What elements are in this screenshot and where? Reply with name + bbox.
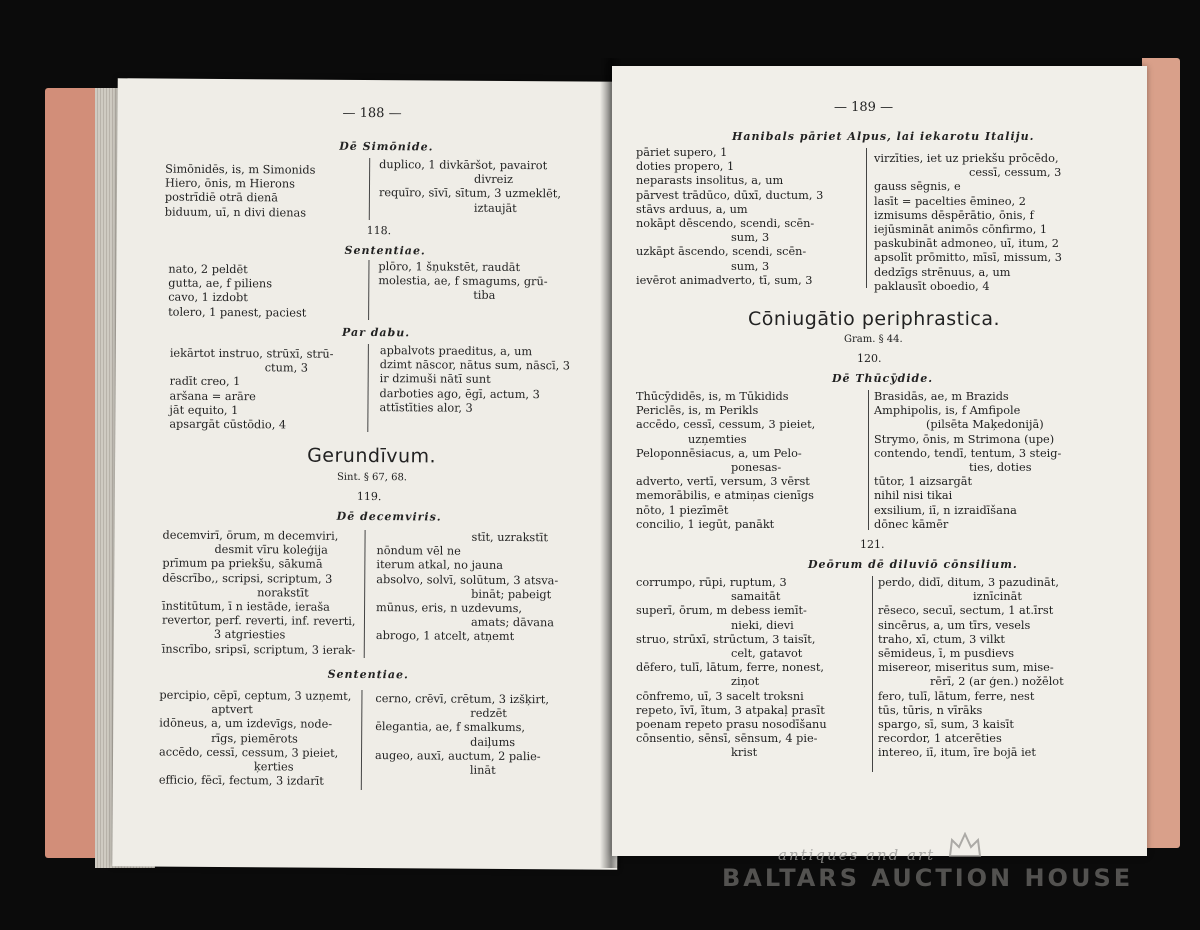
vocab-line: uzņemties: [688, 432, 747, 446]
vocab-line: 3 atgriesties: [213, 628, 286, 642]
vocab-line: biduum, uī, n divi dienas: [164, 205, 307, 220]
exercise-number: 120.: [857, 352, 882, 365]
vocab-column-left: [169, 347, 333, 433]
section-title: Par dabu.: [341, 325, 411, 340]
vocab-line: nokāpt dēscendo, scendi, scēn-: [636, 217, 815, 231]
vocab-line: dōnec kāmēr: [874, 517, 949, 531]
vocab-line: samaitāt: [731, 590, 781, 604]
vocab-line: ēlegantia, ae, f smalkums,: [375, 720, 526, 735]
vocab-line: abrogo, 1 atcelt, atņemt: [375, 629, 515, 644]
section-title: Dē Simōnide.: [339, 139, 434, 154]
vocab-line: krist: [731, 746, 758, 760]
vocab-line: rērī, 2 (ar ģen.) nožēlot: [930, 675, 1064, 689]
vocab-line: aptvert: [211, 703, 253, 717]
vocab-line: accēdo, cessī, cessum, 3 pieiet,: [159, 745, 339, 760]
vocab-line: Amphipolis, is, f Amfipole: [874, 404, 1021, 418]
vocab-line: exsilium, iī, n izraidīšana: [874, 503, 1017, 517]
vocab-line: molestia, ae, f smagums, grū-: [378, 274, 548, 289]
vocab-line: izmisums dēspērātio, ōnis, f: [874, 208, 1034, 222]
vocab-line: absolvo, solvī, solūtum, 3 atsva-: [376, 572, 559, 587]
vocab-line: rīgs, piemērots: [211, 731, 298, 746]
vocab-line: augeo, auxī, auctum, 2 palie-: [374, 748, 541, 764]
vocab-line: norakstīt: [257, 586, 309, 600]
vocab-column-left: [168, 263, 307, 321]
vocab-line: corrumpo, rūpi, ruptum, 3: [636, 576, 787, 589]
vocab-line: cōnsentio, sēnsī, sēnsum, 4 pie-: [636, 732, 818, 746]
vocab-line: recordor, 1 atcerēties: [878, 732, 1002, 746]
watermark-tagline: antiques and art: [778, 846, 936, 864]
vocab-line: Thūcȳdidēs, is, m Tūkidids: [636, 390, 789, 403]
vocab-line: poenam repeto prasu nosodīšanu: [636, 718, 827, 732]
vocab-line: plōro, 1 šņukstēt, raudāt: [378, 260, 521, 275]
page-number: — 189 —: [834, 100, 894, 115]
vocab-line: cōnfremo, uī, 3 sacelt troksni: [636, 689, 804, 703]
column-divider: [364, 530, 366, 658]
vocab-line: bināt; pabeigt: [471, 587, 552, 602]
vocab-line: tolero, 1 panest, paciest: [168, 305, 307, 320]
vocab-line: repeto, īvī, ītum, 3 atpakaļ prasīt: [636, 703, 825, 717]
vocab-line: ir dzimuši nātī sunt: [379, 372, 491, 387]
vocab-line: adverto, vertī, versum, 3 vērst: [636, 475, 810, 489]
vocab-line: pārvest trādūco, dūxī, ductum, 3: [636, 188, 824, 202]
vocab-line: nōndum vēl ne: [376, 544, 461, 558]
vocab-line: pāriet supero, 1: [636, 146, 728, 159]
vocab-column-right: [874, 390, 1061, 532]
vocab-line: attīstīties alor, 3: [379, 400, 473, 415]
column-divider: [369, 158, 370, 220]
vocab-line: rēseco, secuī, sectum, 1 at.īrst: [878, 604, 1054, 618]
vocab-line: struo, strūxī, strūctum, 3 taisīt,: [636, 632, 816, 646]
vocab-column-left: [636, 146, 823, 288]
vocab-line: radīt creo, 1: [169, 375, 241, 389]
vocab-line: accēdo, cessī, cessum, 3 pieiet,: [636, 418, 816, 432]
vocab-line: lasīt = pacelties ēmineo, 2: [874, 194, 1026, 208]
vocab-line: uzkāpt āscendo, scendi, scēn-: [636, 245, 807, 259]
vocab-line: gauss sēgnis, e: [874, 180, 961, 194]
vocab-line: Strymo, ōnis, m Strimona (upe): [874, 432, 1055, 446]
vocab-line: paskubināt admoneo, uī, itum, 2: [874, 237, 1059, 251]
vocab-line: revertor, perf. reverti, inf. reverti,: [161, 613, 356, 629]
vocab-line: jāt equito, 1: [169, 403, 239, 417]
vocab-line: celt, gatavot: [731, 647, 803, 661]
vocab-line: amats; dāvana: [470, 615, 555, 630]
watermark-brand: BALTARS AUCTION HOUSE: [722, 864, 1134, 892]
vocab-line: apbalvots praeditus, a, um: [379, 344, 533, 359]
exercise-number: 118.: [366, 223, 392, 238]
vocab-line: ponesas-: [731, 461, 782, 475]
vocab-line: cavo, 1 izdobt: [168, 291, 248, 305]
vocab-column-right: [878, 576, 1064, 761]
exercise-number: 119.: [356, 489, 382, 504]
vocab-line: decemvirī, ōrum, m decemviri,: [162, 528, 339, 543]
vocab-line: traho, xī, ctum, 3 vilkt: [878, 632, 1005, 646]
vocab-line: ctum, 3: [264, 361, 309, 375]
vocab-line: apsolīt prōmitto, mīsī, missum, 3: [874, 251, 1062, 265]
vocab-line: requīro, sīvī, sītum, 3 uzmeklēt,: [378, 186, 561, 201]
vocab-column-right: [379, 344, 570, 416]
section-title: Dē decemviris.: [336, 509, 442, 524]
exercise-number: 121.: [860, 538, 885, 551]
vocab-line: Brasidās, ae, m Brazids: [874, 390, 1009, 403]
vocab-line: ties, doties: [969, 461, 1032, 475]
vocab-line: Simōnidēs, is, m Simonids: [165, 162, 316, 177]
vocab-line: mūnus, eris, n uzdevums,: [376, 601, 523, 616]
vocab-line: nato, 2 peldēt: [168, 262, 248, 277]
vocab-line: tūs, tūris, n vīrāks: [878, 703, 983, 717]
section-heading: Gerundīvum.: [307, 444, 437, 468]
vocab-line: superī, ōrum, m debess iemīt-: [636, 604, 807, 618]
column-divider: [866, 148, 867, 288]
vocab-line: aršana = arāre: [169, 389, 256, 403]
vocab-line: nieki, dievi: [731, 618, 794, 632]
vocab-line: dēfero, tulī, lātum, ferre, nonest,: [636, 661, 824, 675]
vocab-column-left: [636, 390, 815, 532]
vocab-line: dedzīgs strēnuus, a, um: [874, 265, 1011, 279]
vocab-line: contendo, tendī, tentum, 3 steig-: [874, 446, 1062, 460]
vocab-line: Hiero, ōnis, m Hierons: [164, 176, 296, 191]
vocab-column-right: [376, 530, 559, 645]
book-cover-right: [1142, 58, 1180, 848]
vocab-line: efficio, fēcī, fectum, 3 izdarīt: [158, 773, 324, 788]
vocab-line: ķerties: [253, 760, 294, 774]
section-title: Deōrum dē diluviō cōnsilium.: [808, 558, 1018, 571]
vocab-line: divreiz: [474, 172, 513, 187]
vocab-column-right: [874, 152, 1062, 294]
vocab-line: nōto, 1 piezīmēt: [636, 503, 729, 517]
vocab-line: nihil nisi tikai: [874, 489, 953, 503]
vocab-column-right: [375, 692, 549, 778]
vocab-line: īnscrībo, sripsī, scriptum, 3 ierak-: [161, 642, 356, 657]
left-page: [112, 78, 622, 870]
vocab-line: paklausīt oboedio, 4: [874, 279, 990, 293]
vocab-line: sēmideus, ī, m pusdievs: [878, 647, 1015, 661]
vocab-line: percipio, cēpī, ceptum, 3 uzņemt,: [159, 688, 352, 703]
vocab-line: apsargāt cūstōdio, 4: [169, 417, 287, 432]
vocab-line: Periclēs, is, m Perikls: [636, 404, 759, 418]
vocab-line: cessī, cessum, 3: [969, 166, 1062, 180]
open-book: [45, 58, 1180, 873]
column-divider: [872, 576, 873, 772]
vocab-line: (pilsēta Maķedonijā): [926, 418, 1044, 432]
vocab-line: lināt: [469, 763, 496, 777]
vocab-line: idōneus, a, um izdevīgs, node-: [159, 716, 333, 732]
vocab-line: gutta, ae, f piliens: [168, 276, 273, 291]
vocab-line: desmit vīru koleģija: [214, 543, 328, 557]
vocab-line: doties propero, 1: [636, 160, 735, 174]
grammar-reference: Gram. § 44.: [844, 334, 903, 345]
column-divider: [868, 390, 869, 530]
vocab-column-left: [165, 163, 316, 221]
vocab-line: iznīcināt: [973, 590, 1022, 604]
vocab-line: intereo, iī, itum, īre bojā iet: [878, 746, 1036, 760]
section-title: Hanibals pāriet Alpus, lai iekarotu Italiju.: [732, 130, 1035, 143]
crown-icon: [948, 832, 982, 858]
column-divider: [361, 690, 363, 790]
vocab-line: īnstitūtum, ī n iestāde, ieraša: [162, 599, 330, 614]
section-heading: Cōniugātio periphrastica.: [748, 308, 1001, 330]
vocab-line: ziņot: [731, 675, 760, 689]
vocab-line: perdo, didī, ditum, 3 pazudināt,: [878, 576, 1059, 589]
section-title: Sententiae.: [327, 667, 409, 682]
vocab-line: dzimt nāscor, nātus sum, nāscī, 3: [379, 358, 571, 373]
vocab-column-left: [162, 529, 357, 658]
vocab-line: fero, tulī, lātum, ferre, nest: [878, 689, 1035, 703]
vocab-line: stīt, uzrakstīt: [471, 530, 548, 545]
vocab-line: postrīdiē otrā dienā: [164, 190, 279, 205]
section-title: Dē Thūcȳdide.: [832, 372, 934, 385]
vocab-column-left: [636, 576, 827, 761]
vocab-line: Peloponnēsiacus, a, um Pelo-: [636, 446, 802, 460]
vocab-line: misereor, miseritus sum, mise-: [878, 661, 1054, 675]
vocab-line: iekārtot instruo, strūxī, strū-: [169, 346, 334, 361]
vocab-line: iejūsmināt animōs cōnfirmo, 1: [874, 223, 1048, 237]
vocab-line: sum, 3: [731, 231, 770, 245]
vocab-line: spargo, sī, sum, 3 kaisīt: [878, 718, 1014, 732]
vocab-line: sincērus, a, um tīrs, vesels: [878, 618, 1031, 632]
vocab-line: dēscrībo,, scripsi, scriptum, 3: [162, 571, 333, 586]
vocab-line: cerno, crēvī, crētum, 3 izšķirt,: [375, 692, 549, 707]
vocab-line: darboties ago, ēgī, actum, 3: [379, 386, 540, 401]
vocab-line: daiļums: [470, 735, 516, 749]
vocab-line: virzīties, iet uz priekšu prōcēdo,: [874, 152, 1059, 165]
vocab-column-right: [379, 158, 561, 216]
section-title: Sententiae.: [344, 243, 426, 258]
vocab-line: concilio, 1 iegūt, panākt: [636, 517, 775, 531]
vocab-line: ievērot animadverto, tī, sum, 3: [636, 273, 813, 287]
vocab-column-right: [378, 260, 548, 304]
vocab-line: prīmum pa priekšu, sākumā: [162, 556, 323, 572]
vocab-column-left: [159, 689, 352, 790]
column-divider: [368, 260, 369, 320]
vocab-line: stāvs arduus, a, um: [636, 202, 748, 216]
vocab-line: iterum atkal, no jauna: [376, 558, 504, 573]
vocab-line: tūtor, 1 aizsargāt: [874, 475, 973, 489]
vocab-line: duplico, 1 divkāršot, pavairot: [379, 158, 548, 173]
grammar-reference: Sint. § 67, 68.: [336, 471, 408, 484]
right-page: [612, 66, 1147, 856]
column-divider: [367, 344, 369, 432]
vocab-line: memorābilis, e atmiņas cienīgs: [636, 489, 814, 503]
vocab-line: sum, 3: [731, 259, 770, 273]
vocab-line: redzēt: [470, 706, 507, 721]
vocab-line: tiba: [473, 289, 496, 303]
page-number: — 188 —: [342, 105, 402, 122]
vocab-line: iztaujāt: [473, 201, 517, 215]
vocab-line: neparasts insolitus, a, um: [636, 174, 784, 188]
